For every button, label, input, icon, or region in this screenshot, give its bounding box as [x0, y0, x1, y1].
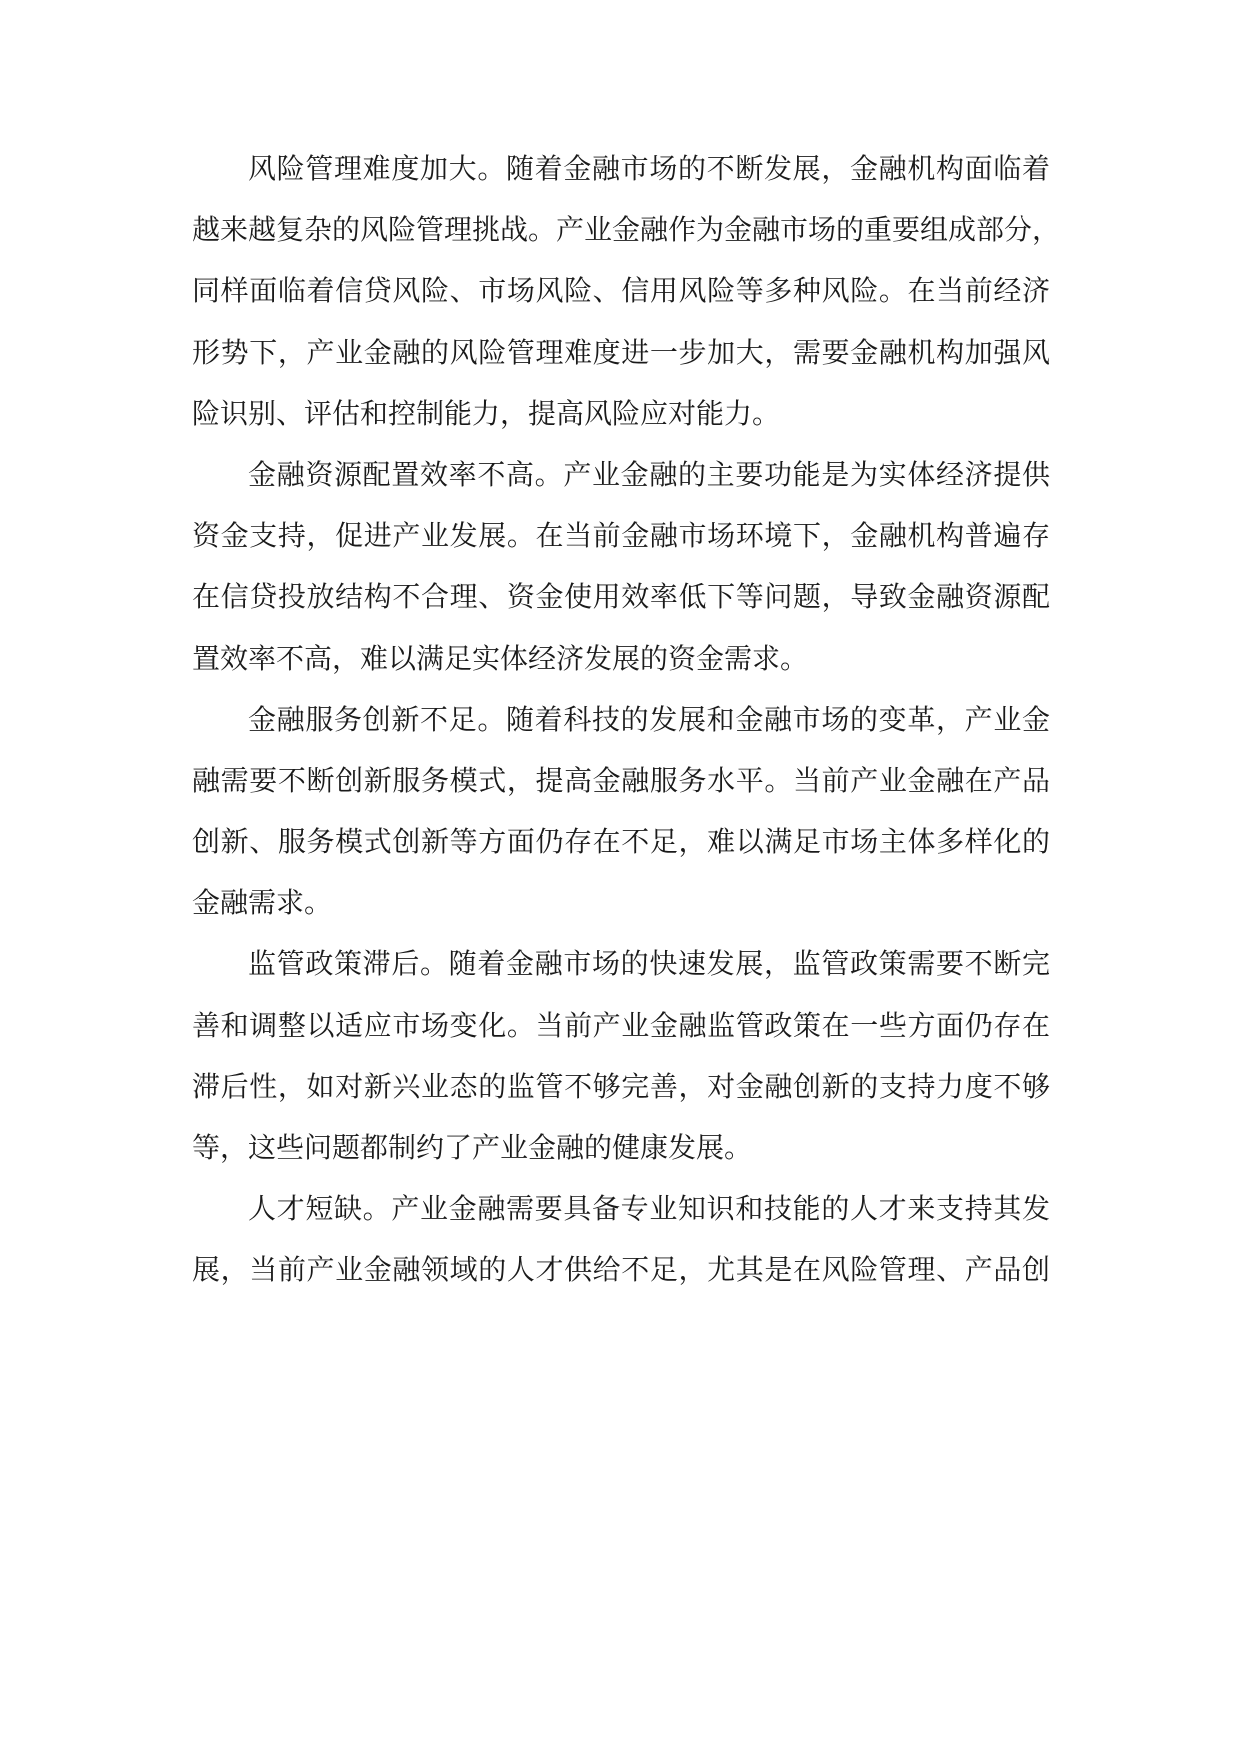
paragraph-line: 险识别、评估和控制能力，提高风险应对能力。: [192, 396, 781, 430]
paragraph-line: 监管政策滞后。随着金融市场的快速发展，监管政策需要不断完: [248, 947, 1050, 981]
paragraph-resource-allocation: [192, 444, 1050, 689]
paragraph-line: 善和调整以适应市场变化。当前产业金融监管政策在一些方面仍存在: [192, 1008, 1050, 1042]
paragraph-line: 滞后性，如对新兴业态的监管不够完善，对金融创新的支持力度不够: [192, 1069, 1050, 1103]
paragraph-line: 资金支持，促进产业发展。在当前金融市场环境下，金融机构普遍存: [192, 519, 1050, 553]
paragraph-risk-management: [192, 138, 1061, 444]
paragraph-line: 融需要不断创新服务模式，提高金融服务水平。当前产业金融在产品: [192, 763, 1050, 797]
paragraph-service-innovation: [192, 689, 1050, 934]
paragraph-line: 展，当前产业金融领域的人才供给不足，尤其是在风险管理、产品创: [192, 1253, 1050, 1287]
document-body: [192, 138, 1061, 1301]
paragraph-line: 在信贷投放结构不合理、资金使用效率低下等问题，导致金融资源配: [192, 580, 1050, 614]
paragraph-line: 风险管理难度加大。随着金融市场的不断发展，金融机构面临着: [248, 152, 1050, 185]
paragraph-line: 等，这些问题都制约了产业金融的健康发展。: [192, 1131, 753, 1164]
paragraph-line: 同样面临着信贷风险、市场风险、信用风险等多种风险。在当前经济: [192, 274, 1050, 308]
paragraph-line: 金融需求。: [192, 886, 333, 920]
paragraph-talent-shortage: [192, 1178, 1050, 1300]
paragraph-line: 越来越复杂的风险管理挑战。产业金融作为金融市场的重要组成部分，: [192, 213, 1061, 247]
paragraph-line: 形势下，产业金融的风险管理难度进一步加大，需要金融机构加强风: [192, 335, 1050, 369]
paragraph-line: 创新、服务模式创新等方面仍存在不足，难以满足市场主体多样化的: [192, 825, 1050, 859]
paragraph-line: 金融资源配置效率不高。产业金融的主要功能是为实体经济提供: [248, 457, 1050, 491]
paragraph-regulatory-lag: [192, 933, 1050, 1178]
paragraph-line: 人才短缺。产业金融需要具备专业知识和技能的人才来支持其发: [248, 1192, 1050, 1226]
paragraph-line: 金融服务创新不足。随着科技的发展和金融市场的变革，产业金: [248, 702, 1050, 736]
paragraph-line: 置效率不高，难以满足实体经济发展的资金需求。: [192, 641, 809, 675]
